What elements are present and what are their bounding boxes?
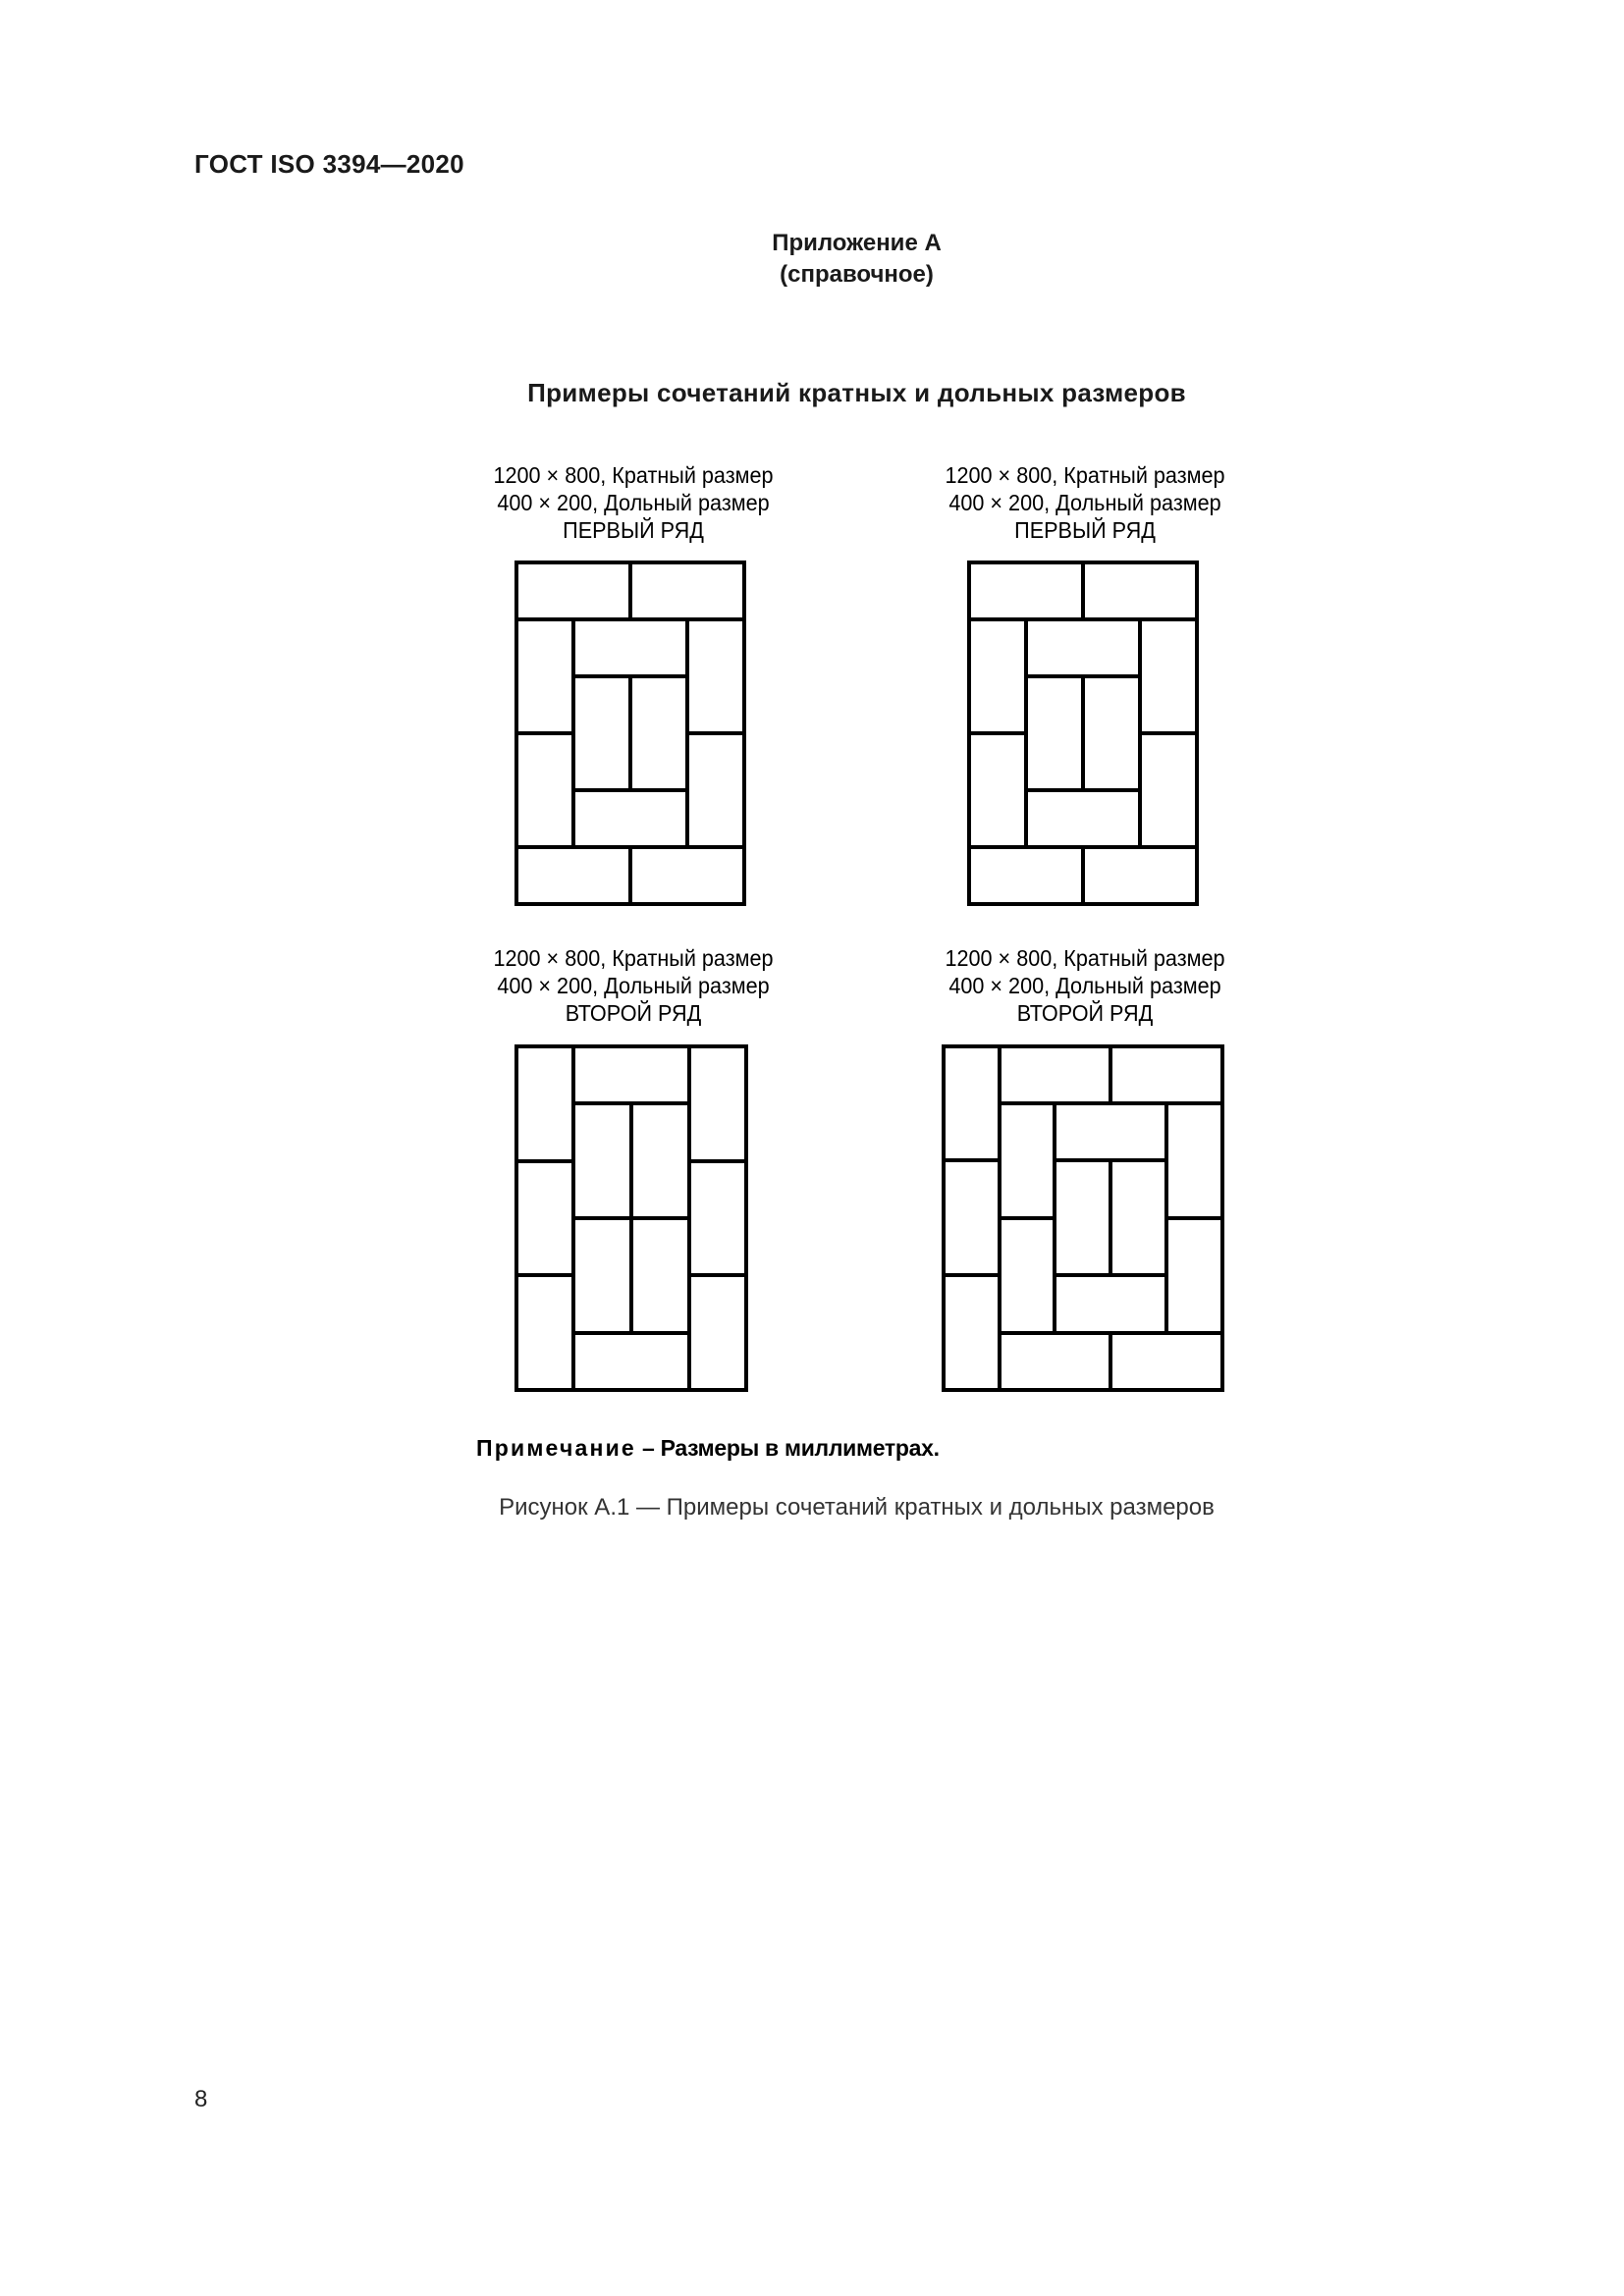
unit-box bbox=[1026, 619, 1140, 676]
multiple-size-label: 1200 × 800, Кратный размер bbox=[945, 945, 1225, 971]
unit-box bbox=[630, 676, 687, 790]
unit-box bbox=[516, 1161, 573, 1275]
unit-box bbox=[1166, 1103, 1222, 1218]
note-text: Размеры в миллиметрах. bbox=[660, 1435, 940, 1461]
unit-box bbox=[689, 1046, 746, 1161]
unit-box bbox=[573, 1046, 689, 1103]
unit-box bbox=[1110, 1046, 1222, 1103]
unit-box bbox=[631, 1218, 689, 1333]
fractional-size-label: 400 × 200, Дольный размер bbox=[497, 490, 770, 515]
unit-box bbox=[516, 562, 630, 619]
page-number: 8 bbox=[194, 2086, 208, 2112]
unit-box bbox=[573, 1333, 689, 1390]
unit-box bbox=[516, 733, 573, 847]
multiple-size-label: 1200 × 800, Кратный размер bbox=[493, 945, 774, 971]
unit-box bbox=[573, 790, 687, 847]
fractional-size-label: 400 × 200, Дольный размер bbox=[497, 973, 770, 998]
figure-caption-block-2 bbox=[887, 461, 1283, 544]
unit-box bbox=[1000, 1103, 1055, 1218]
unit-box bbox=[573, 676, 630, 790]
multiple-size-label: 1200 × 800, Кратный размер bbox=[945, 462, 1225, 488]
unit-box bbox=[631, 1103, 689, 1218]
unit-box bbox=[1055, 1275, 1166, 1333]
unit-box bbox=[1026, 790, 1140, 847]
unit-box bbox=[944, 1275, 1000, 1390]
unit-box bbox=[573, 1218, 631, 1333]
row-label: ВТОРОЙ РЯД bbox=[1016, 1000, 1154, 1026]
figure-caption-block-3 bbox=[435, 944, 832, 1027]
pallet-pattern-3 bbox=[516, 1046, 746, 1390]
unit-box bbox=[1000, 1218, 1055, 1333]
unit-box bbox=[1026, 676, 1083, 790]
pallet-pattern-2 bbox=[969, 562, 1197, 904]
fractional-size-label: 400 × 200, Дольный размер bbox=[948, 973, 1221, 998]
unit-box bbox=[1166, 1218, 1222, 1333]
unit-box bbox=[516, 619, 573, 733]
unit-box bbox=[1000, 1046, 1110, 1103]
unit-box bbox=[1055, 1103, 1166, 1160]
unit-box bbox=[687, 733, 744, 847]
fractional-size-label: 400 × 200, Дольный размер bbox=[948, 490, 1221, 515]
appendix-subtitle: (справочное) bbox=[780, 261, 934, 288]
unit-box bbox=[687, 619, 744, 733]
figure-caption-block-4 bbox=[887, 944, 1283, 1027]
unit-box bbox=[1083, 562, 1197, 619]
row-label: ПЕРВЫЙ РЯД bbox=[1014, 517, 1156, 543]
unit-box bbox=[1110, 1333, 1222, 1390]
appendix-title: Приложение А bbox=[772, 230, 942, 256]
unit-box bbox=[1140, 619, 1197, 733]
unit-box bbox=[1110, 1160, 1166, 1275]
unit-box bbox=[969, 847, 1083, 904]
unit-box bbox=[944, 1160, 1000, 1275]
document-code: ГОСТ ISO 3394—2020 bbox=[194, 149, 464, 179]
note-dash: – bbox=[635, 1435, 661, 1461]
section-title: Примеры сочетаний кратных и дольных размеров bbox=[527, 378, 1186, 407]
unit-box bbox=[630, 847, 744, 904]
figure-caption: Рисунок А.1 — Примеры сочетаний кратных и дольных размеров bbox=[499, 1494, 1215, 1521]
unit-box bbox=[1083, 847, 1197, 904]
unit-box bbox=[969, 562, 1083, 619]
unit-box bbox=[516, 1275, 573, 1390]
unit-box bbox=[516, 847, 630, 904]
unit-box bbox=[1083, 676, 1140, 790]
unit-box bbox=[1000, 1333, 1110, 1390]
pallet-pattern-4 bbox=[944, 1046, 1222, 1390]
unit-box bbox=[1140, 733, 1197, 847]
unit-box bbox=[630, 562, 744, 619]
pallet-pattern-1 bbox=[516, 562, 744, 904]
unit-box bbox=[573, 1103, 631, 1218]
unit-box bbox=[573, 619, 687, 676]
unit-box bbox=[969, 733, 1026, 847]
unit-box bbox=[969, 619, 1026, 733]
dimension-note bbox=[476, 1435, 940, 1462]
unit-box bbox=[689, 1275, 746, 1390]
unit-box bbox=[1055, 1160, 1110, 1275]
figure-caption-block-1 bbox=[435, 461, 832, 544]
row-label: ПЕРВЫЙ РЯД bbox=[563, 517, 704, 543]
unit-box bbox=[944, 1046, 1000, 1160]
note-label: Примечание bbox=[476, 1435, 636, 1461]
multiple-size-label: 1200 × 800, Кратный размер bbox=[493, 462, 774, 488]
unit-box bbox=[689, 1161, 746, 1275]
unit-box bbox=[516, 1046, 573, 1161]
row-label: ВТОРОЙ РЯД bbox=[565, 1000, 702, 1026]
appendix-heading bbox=[0, 228, 1624, 291]
